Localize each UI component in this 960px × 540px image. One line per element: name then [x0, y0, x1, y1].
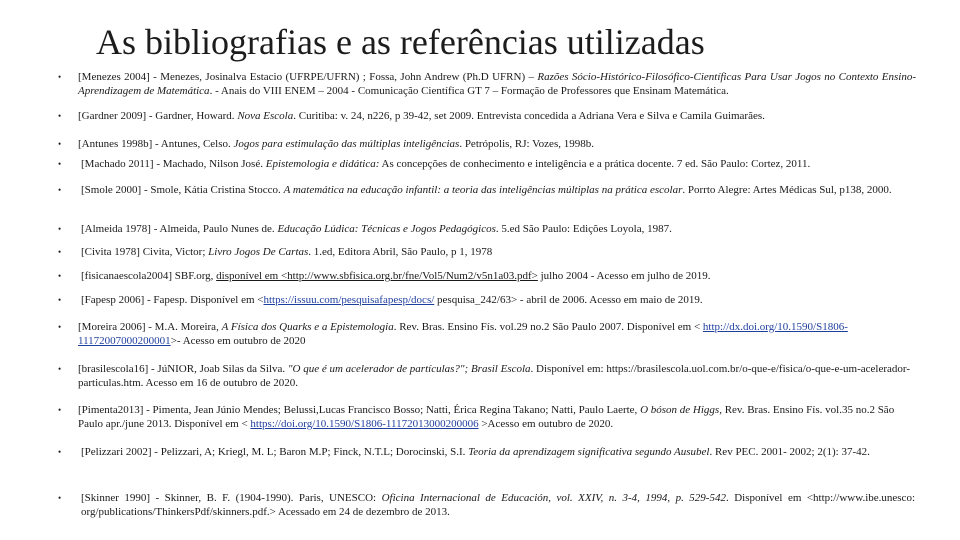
slide-title: As bibliografias e as referências utilizadas [96, 22, 705, 62]
reference-part: [fisicanaescola2004] SBF.org, [81, 270, 217, 282]
reference-part: . Disponível em <http://www.ibe.unesco: org/publications/ThinkersPdf/skinners.pdf.> Acessado em 24 de dezembro de 2013. [81, 492, 915, 518]
reference-part: [Skinner 1990] - Skinner, B. F. (1904-1990). Paris, UNESCO: [81, 492, 382, 504]
reference-text [78, 137, 916, 151]
reference-title: O bóson de Higgs [640, 404, 720, 416]
reference-part: [Smole 2000] - Smole, Kátia Cristina Stocco. [81, 184, 284, 196]
bullet-icon: • [58, 72, 62, 82]
reference-part: . Rev. Bras. Ensino Fís. vol.29 no.2 São Paulo 2007. Disponível em < [393, 321, 703, 333]
reference-part: [Civita 1978] Civita, Victor; [81, 246, 209, 258]
reference-part: [Gardner 2009] - Gardner, Howard. [78, 110, 238, 122]
reference-title: A Física dos Quarks e a Epistemologia [221, 321, 394, 333]
reference-part: [Pimenta2013] - Pimenta, Jean Júnio Mendes; Belussi,Lucas Francisco Bosso; Natti, Érica Regina Takano; Natti, Paulo Laerte, [78, 404, 641, 416]
reference-title: Nova Escola [237, 110, 294, 122]
reference-text [81, 269, 919, 283]
reference-part: pesquisa_242/63> - abril de 2006. Acesso em maio de 2019. [434, 294, 703, 306]
reference-part: . 5.ed São Paulo: Edições Loyola, 1987. [495, 223, 672, 235]
reference-title: Livro Jogos De Cartas [208, 246, 309, 258]
reference-part: >Acesso em outubro de 2020. [478, 418, 614, 430]
reference-part: [Menezes 2004] - Menezes, Josinalva Estacio (UFRPE/UFRN) ; Fossa, John Andrew (Ph.D UFRN) – [78, 71, 538, 83]
reference-text [78, 403, 916, 431]
reference-text [78, 362, 916, 390]
reference-part: . - Anais do VIII ENEM – 2004 - Comunicação Científica GT 7 – Formação de Professores que Ensinam Matemática. [209, 85, 729, 97]
bullet-icon: • [58, 111, 62, 121]
reference-part: [Almeida 1978] - Almeida, Paulo Nunes de. [81, 223, 278, 235]
reference-text [81, 157, 919, 171]
reference-text [81, 491, 915, 519]
bullet-icon: • [58, 405, 62, 415]
reference-part: . 1.ed, Editora Abril, São Paulo, p 1, 1978 [308, 246, 493, 258]
bullet-icon: • [58, 364, 62, 374]
reference-part: . Rev PEC. 2001- 2002; 2(1): 37-42. [709, 446, 870, 458]
reference-part: [brasilescola16] - JúNIOR, Joab Silas da Silva. [78, 363, 288, 375]
reference-title: "O que é um acelerador de partículas?"; Brasil Escola [287, 363, 531, 375]
reference-part: julho 2004 - Acesso em julho de 2019. [537, 270, 711, 282]
reference-title: Teoria da aprendizagem significativa segundo Ausubel [468, 446, 710, 458]
reference-link[interactable]: https://doi.org/10.1590/S1806-11172013000200006 [250, 418, 479, 430]
reference-text [81, 245, 919, 259]
bullet-icon: • [58, 447, 62, 457]
bullet-icon: • [58, 295, 62, 305]
reference-part: . Petrópolis, RJ: Vozes, 1998b. [459, 138, 594, 150]
reference-text [81, 293, 919, 307]
reference-link[interactable]: http://dx.doi.org/10.1590/S1806-11172007000200001 [78, 321, 848, 347]
reference-text [81, 222, 919, 236]
reference-title: Epistemologia e didática: [265, 158, 380, 170]
bullet-icon: • [58, 493, 62, 503]
reference-text [78, 109, 916, 123]
reference-part: [Moreira 2006] - M.A. Moreira, [78, 321, 222, 333]
reference-title: A matemática na educação infantil: a teoria das inteligências múltiplas na prática escolar [283, 184, 683, 196]
reference-part: [Fapesp 2006] - Fapesp. Disponível em < [81, 294, 264, 306]
bullet-icon: • [58, 271, 62, 281]
bullet-icon: • [58, 247, 62, 257]
reference-title: Oficina Internacional de Educación, vol. XXIV, n. 3-4, 1994, p. 529-542 [381, 492, 726, 504]
bullet-icon: • [58, 224, 62, 234]
reference-text [81, 445, 919, 459]
reference-part: [Pelizzari 2002] - Pelizzari, A; Kriegl, M. L; Baron M.P; Finck, N.T.L; Dorocinski, S.I. [81, 446, 469, 458]
reference-link[interactable]: https://issuu.com/pesquisafapesp/docs/ [263, 294, 435, 306]
reference-part: >- Acesso em outubro de 2020 [170, 335, 306, 347]
reference-text [78, 320, 916, 348]
bullet-icon: • [58, 185, 62, 195]
reference-part: . Curitiba: v. 24, n226, p 39-42, set 2009. Entrevista concedida a Adriana Vera e Silva e Camila Guimarães. [293, 110, 765, 122]
bullet-icon: • [58, 322, 62, 332]
reference-text [78, 70, 916, 98]
reference-part: [Machado 2011] - Machado, Nilson José. [81, 158, 266, 170]
reference-part: , Rev. Bras. Ensino Fís. vol.35 no.2 São Paulo apr./june 2013. Disponível em < [78, 404, 895, 430]
reference-title: Jogos para estimulação das múltiplas inteligências [233, 138, 460, 150]
reference-part: [Antunes 1998b] - Antunes, Celso. [78, 138, 234, 150]
reference-link[interactable]: disponível em <http://www.sbfisica.org.br/fne/Vol5/Num2/v5n1a03.pdf> [216, 270, 538, 282]
reference-title: Razões Sócio-Histórico-Filosófico-Científicas Para Usar Jogos no Contexto Ensino-Aprendizagem de Matemática [78, 71, 916, 97]
bullet-icon: • [58, 139, 62, 149]
reference-text [81, 183, 919, 197]
reference-part: . Porrto Alegre: Artes Médicas Sul, p138, 2000. [682, 184, 892, 196]
reference-part: As concepções de conhecimento e inteligência e a prática docente. 7 ed. São Paulo: Cortez, 2011. [379, 158, 811, 170]
reference-part: . Disponível em: https://brasilescola.uol.com.br/o-que-e/fisica/o-que-e-um-acelerador-particulas.htm. Acesso em 16 de outubro de 2020. [78, 363, 910, 389]
reference-title: Educação Lúdica: Técnicas e Jogos Pedagógicos [277, 223, 496, 235]
bullet-icon: • [58, 159, 62, 169]
